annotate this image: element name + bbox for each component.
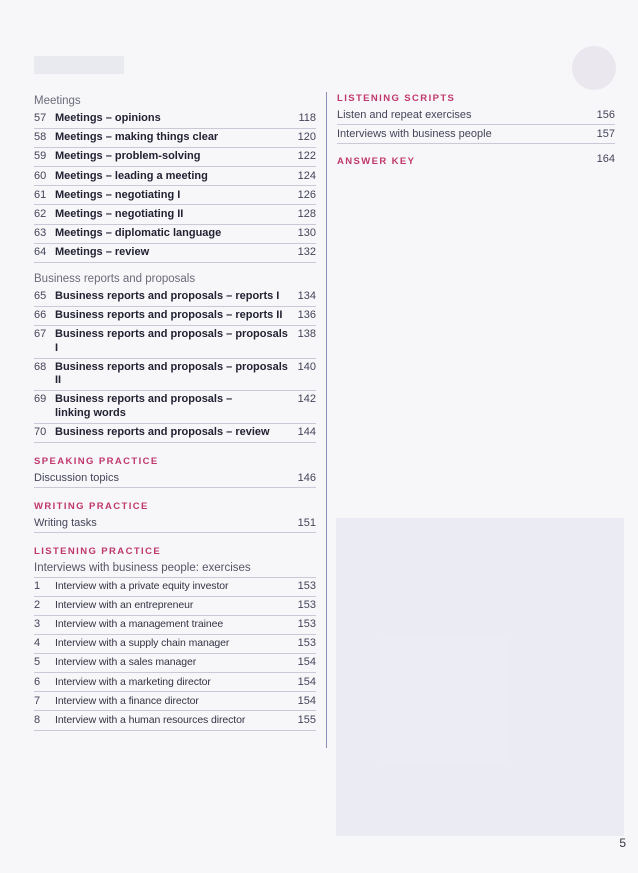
unit-row[interactable]: [34, 391, 316, 424]
unit-page: 136: [297, 309, 316, 322]
entry-page: 156: [596, 109, 615, 121]
unit-row[interactable]: [34, 225, 316, 244]
show-through-badge: [572, 46, 616, 90]
interview-title: Interview with a marketing director: [55, 675, 211, 688]
entry-page: 157: [596, 128, 615, 140]
unit-row[interactable]: [34, 205, 316, 224]
answer-key-label: ANSWER KEY: [337, 156, 416, 167]
interview-number: 3: [34, 618, 41, 631]
unit-row[interactable]: [34, 129, 316, 148]
listen-repeat-entry[interactable]: [337, 106, 615, 125]
unit-page: 132: [297, 245, 316, 258]
interview-title: Interview with an entrepreneur: [55, 599, 194, 612]
unit-title: Meetings – making things clear: [55, 131, 219, 144]
unit-page: 120: [297, 131, 316, 144]
unit-number: 67: [34, 328, 47, 341]
unit-page: 124: [297, 169, 316, 182]
unit-number: 62: [34, 207, 47, 220]
unit-number: 61: [34, 188, 47, 201]
unit-number: 59: [34, 150, 47, 163]
contents-left-column: [34, 92, 316, 731]
interview-title: Interview with a finance director: [55, 694, 199, 707]
unit-number: 60: [34, 169, 47, 182]
unit-page: 118: [298, 112, 316, 125]
unit-row[interactable]: [34, 307, 316, 326]
interview-page: 154: [297, 694, 316, 707]
unit-row[interactable]: [34, 148, 316, 167]
reports-heading: Business reports and proposals: [34, 272, 196, 285]
unit-title: Meetings – problem-solving: [55, 150, 201, 163]
unit-page: 142: [297, 393, 316, 406]
unit-row[interactable]: [34, 186, 316, 205]
answer-key-entry[interactable]: [337, 150, 615, 171]
show-through-title: [34, 56, 124, 74]
unit-title: Business reports and proposals – proposals I: [55, 328, 288, 354]
interview-number: 5: [34, 656, 41, 669]
unit-title: Meetings – leading a meeting: [55, 169, 208, 182]
unit-row[interactable]: [34, 359, 316, 392]
unit-row[interactable]: [34, 288, 316, 307]
interview-page: 154: [297, 656, 316, 669]
interview-page: 154: [297, 675, 316, 688]
unit-title: Meetings – diplomatic language: [55, 226, 222, 239]
unit-row[interactable]: [34, 424, 316, 443]
unit-title: Business reports and proposals – reports I: [55, 290, 280, 303]
unit-title: Business reports and proposals – linking words: [55, 393, 233, 419]
entry-page: 146: [297, 471, 316, 484]
unit-title: Meetings – negotiating II: [55, 207, 184, 220]
entry-title: Discussion topics: [34, 471, 119, 484]
unit-page: 140: [297, 360, 316, 373]
unit-number: 68: [34, 360, 47, 373]
unit-title: Meetings – negotiating I: [55, 188, 181, 201]
unit-title: Meetings – opinions: [55, 112, 161, 125]
listening-practice-label: LISTENING PRACTICE: [34, 545, 162, 557]
entry-title: Writing tasks: [34, 516, 97, 529]
interview-number: 1: [34, 580, 41, 593]
unit-page: 130: [297, 226, 316, 239]
interview-row[interactable]: [34, 711, 316, 730]
unit-number: 69: [34, 393, 47, 406]
interview-row[interactable]: [34, 597, 316, 616]
entry-title: Interviews with business people: [337, 128, 492, 140]
unit-number: 58: [34, 131, 47, 144]
interview-title: Interview with a management trainee: [55, 618, 224, 631]
interview-page: 153: [297, 618, 316, 631]
entry-title: Listen and repeat exercises: [337, 109, 472, 121]
interview-row[interactable]: [34, 692, 316, 711]
column-divider: [326, 92, 327, 748]
unit-title: Business reports and proposals – review: [55, 426, 270, 439]
writing-tasks-entry[interactable]: [34, 514, 316, 533]
interview-number: 6: [34, 675, 41, 688]
interview-number: 2: [34, 599, 41, 612]
discussion-topics-entry[interactable]: [34, 469, 316, 488]
unit-row[interactable]: [34, 110, 316, 129]
contents-right-column: [337, 92, 615, 171]
interview-title: Interview with a sales manager: [55, 656, 197, 669]
interview-number: 7: [34, 694, 41, 707]
unit-number: 66: [34, 309, 47, 322]
interview-page: 155: [297, 713, 316, 726]
interview-row[interactable]: [34, 654, 316, 673]
page-number: 5: [619, 836, 626, 850]
interview-number: 8: [34, 713, 41, 726]
unit-number: 63: [34, 226, 47, 239]
unit-row[interactable]: [34, 326, 316, 359]
unit-number: 57: [34, 112, 47, 125]
unit-page: 126: [297, 188, 316, 201]
unit-row[interactable]: [34, 167, 316, 186]
interview-page: 153: [297, 580, 316, 593]
interview-row[interactable]: [34, 578, 316, 597]
unit-page: 138: [297, 328, 316, 341]
interview-title: Interview with a human resources director: [55, 713, 246, 726]
entry-page: 164: [596, 153, 615, 165]
unit-title: Business reports and proposals – reports II: [55, 309, 283, 322]
unit-number: 70: [34, 426, 47, 439]
interview-row[interactable]: [34, 673, 316, 692]
interviews-scripts-entry[interactable]: [337, 125, 615, 144]
unit-page: 134: [297, 290, 316, 303]
interview-page: 153: [297, 599, 316, 612]
speaking-practice-label: SPEAKING PRACTICE: [34, 455, 159, 467]
unit-number: 64: [34, 245, 47, 258]
interview-row[interactable]: [34, 635, 316, 654]
interviews-exercises-heading: Interviews with business people: exercises: [34, 559, 316, 578]
show-through-box: [336, 518, 624, 836]
meetings-heading: Meetings: [34, 95, 81, 107]
unit-title: Meetings – review: [55, 245, 150, 258]
unit-page: 122: [297, 150, 316, 163]
entry-page: 151: [297, 516, 316, 529]
writing-practice-label: WRITING PRACTICE: [34, 500, 149, 512]
unit-page: 128: [297, 207, 316, 220]
unit-number: 65: [34, 290, 47, 303]
interview-title: Interview with a supply chain manager: [55, 637, 230, 650]
unit-page: 144: [297, 426, 316, 439]
listening-scripts-label: LISTENING SCRIPTS: [337, 93, 456, 104]
interview-page: 153: [297, 637, 316, 650]
unit-row[interactable]: [34, 244, 316, 263]
interview-title: Interview with a private equity investor: [55, 580, 229, 593]
unit-title: Business reports and proposals – proposals II: [55, 360, 288, 387]
interview-row[interactable]: [34, 616, 316, 635]
interview-number: 4: [34, 637, 41, 650]
